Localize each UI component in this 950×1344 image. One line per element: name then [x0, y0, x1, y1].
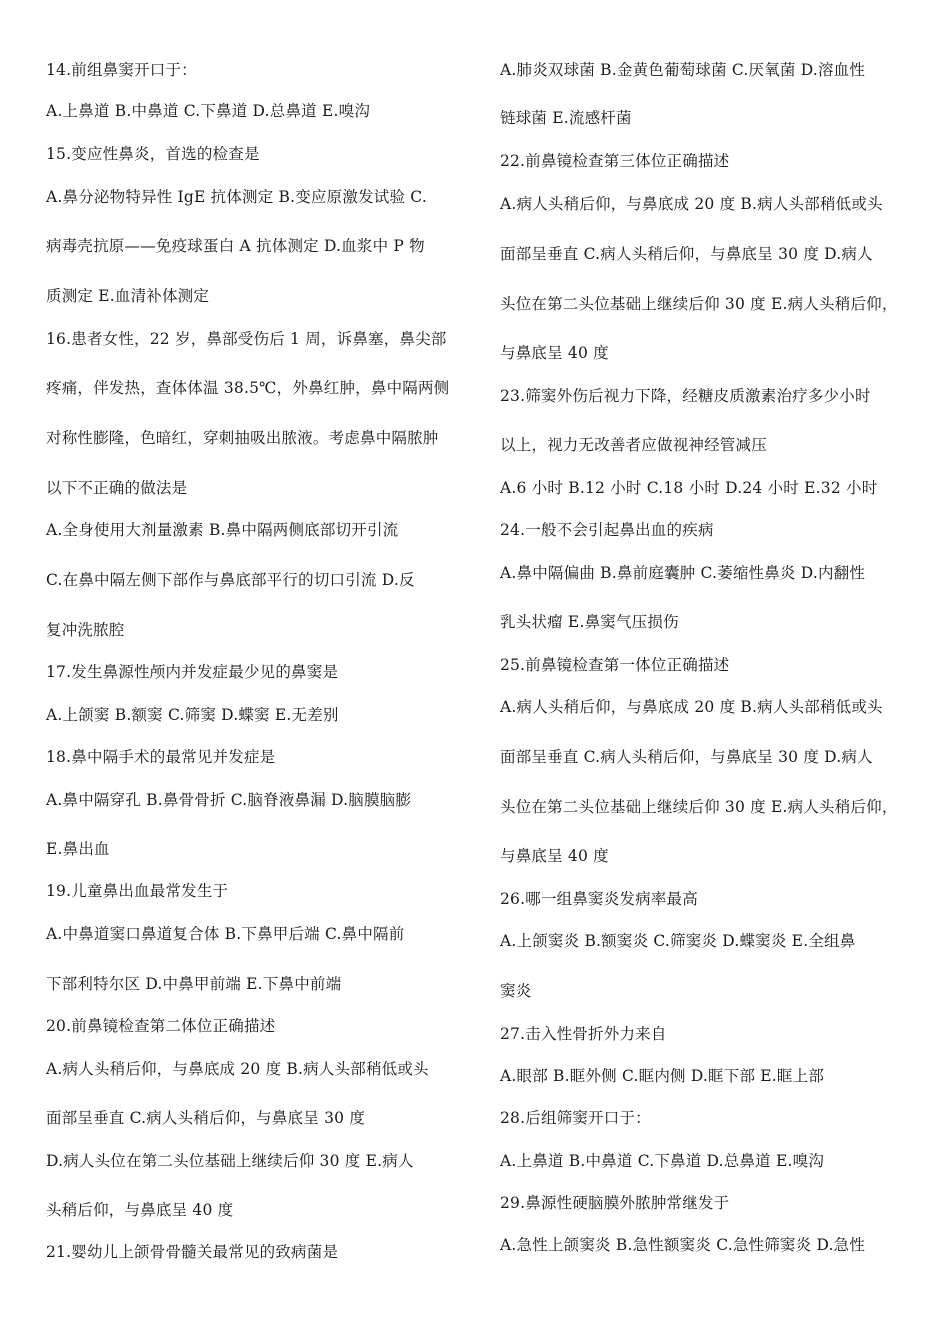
answer-options: 质测定 E.血清补体测定 — [46, 287, 210, 305]
answer-options: A.眼部 B.眶外侧 C.眶内侧 D.眶下部 E.眶上部 — [500, 1067, 825, 1085]
question-stem: 23.筛窦外伤后视力下降，经糖皮质激素治疗多少小时 — [500, 387, 871, 405]
question-stem: 以下不正确的做法是 — [46, 479, 188, 497]
answer-options: A.鼻中隔穿孔 B.鼻骨骨折 C.脑脊液鼻漏 D.脑膜脑膨 — [46, 791, 412, 809]
answer-options: 乳头状瘤 E.鼻窦气压损伤 — [500, 613, 679, 631]
answer-options: A.鼻分泌物特异性 IgE 抗体测定 B.变应原激发试验 C. — [46, 188, 427, 206]
answer-options: A.病人头稍后仰，与鼻底成 20 度 B.病人头部稍低或头 — [46, 1060, 429, 1078]
answer-options: 面部呈垂直 C.病人头稍后仰，与鼻底呈 30 度 D.病人 — [500, 748, 873, 766]
answer-options: 复冲洗脓腔 — [46, 621, 125, 639]
answer-options: C.在鼻中隔左侧下部作与鼻底部平行的切口引流 D.反 — [46, 571, 415, 589]
answer-options: A.肺炎双球菌 B.金黄色葡萄球菌 C.厌氧菌 D.溶血性 — [500, 61, 866, 79]
question-stem: 16.患者女性，22 岁，鼻部受伤后 1 周，诉鼻塞，鼻尖部 — [46, 330, 447, 348]
answer-options: 链球菌 E.流感杆菌 — [500, 109, 632, 127]
answer-options: A.6 小时 B.12 小时 C.18 小时 D.24 小时 E.32 小时 — [500, 479, 878, 497]
question-stem: 15.变应性鼻炎，首选的检查是 — [46, 145, 260, 163]
answer-options: 下部利特尔区 D.中鼻甲前端 E.下鼻中前端 — [46, 975, 342, 993]
answer-options: 头稍后仰，与鼻底呈 40 度 — [46, 1201, 234, 1219]
answer-options: A.急性上颌窦炎 B.急性额窦炎 C.急性筛窦炎 D.急性 — [500, 1236, 866, 1254]
question-stem: 疼痛，伴发热，查体体温 38.5℃，外鼻红肿，鼻中隔两侧 — [46, 379, 450, 397]
answer-options: A.全身使用大剂量激素 B.鼻中隔两侧底部切开引流 — [46, 521, 399, 539]
answer-options: 面部呈垂直 C.病人头稍后仰，与鼻底呈 30 度 D.病人 — [500, 245, 873, 263]
answer-options: 窦炎 — [500, 982, 532, 1000]
question-stem: 25.前鼻镜检查第一体位正确描述 — [500, 656, 730, 674]
answer-options: D.病人头位在第二头位基础上继续后仰 30 度 E.病人 — [46, 1152, 414, 1170]
answer-options: A.中鼻道窦口鼻道复合体 B.下鼻甲后端 C.鼻中隔前 — [46, 925, 405, 943]
question-stem: 29.鼻源性硬脑膜外脓肿常继发于 — [500, 1194, 730, 1212]
answer-options: A.上颌窦炎 B.额窦炎 C.筛窦炎 D.蝶窦炎 E.全组鼻 — [500, 932, 856, 950]
question-stem: 27.击入性骨折外力来自 — [500, 1025, 667, 1043]
question-stem: 19.儿童鼻出血最常发生于 — [46, 882, 229, 900]
question-stem: 20.前鼻镜检查第二体位正确描述 — [46, 1017, 276, 1035]
question-stem: 14.前组鼻窦开口于： — [46, 61, 197, 79]
answer-options: A.鼻中隔偏曲 B.鼻前庭囊肿 C.萎缩性鼻炎 D.内翻性 — [500, 564, 866, 582]
answer-options: A.上鼻道 B.中鼻道 C.下鼻道 D.总鼻道 E.嗅沟 — [500, 1152, 825, 1170]
question-stem: 22.前鼻镜检查第三体位正确描述 — [500, 152, 730, 170]
answer-options: 头位在第二头位基础上继续后仰 30 度 E.病人头稍后仰， — [500, 295, 898, 313]
question-stem: 17.发生鼻源性颅内并发症最少见的鼻窦是 — [46, 663, 339, 681]
answer-options: 面部呈垂直 C.病人头稍后仰，与鼻底呈 30 度 — [46, 1109, 366, 1127]
answer-options: 与鼻底呈 40 度 — [500, 847, 609, 865]
answer-options: E.鼻出血 — [46, 840, 110, 858]
question-stem: 28.后组筛窦开口于： — [500, 1109, 651, 1127]
answer-options: 病毒壳抗原——免疫球蛋白 A 抗体测定 D.血浆中 P 物 — [46, 237, 425, 255]
question-stem: 18.鼻中隔手术的最常见并发症是 — [46, 748, 276, 766]
question-stem: 以上，视力无改善者应做视神经管减压 — [500, 436, 767, 454]
question-stem: 对称性膨隆，色暗红，穿刺抽吸出脓液。考虑鼻中隔脓肿 — [46, 429, 439, 447]
answer-options: A.病人头稍后仰，与鼻底成 20 度 B.病人头部稍低或头 — [500, 698, 883, 716]
answer-options: A.上颌窦 B.额窦 C.筛窦 D.蝶窦 E.无差别 — [46, 706, 339, 724]
answer-options: A.病人头稍后仰，与鼻底成 20 度 B.病人头部稍低或头 — [500, 195, 883, 213]
question-stem: 24.一般不会引起鼻出血的疾病 — [500, 521, 714, 539]
answer-options: 头位在第二头位基础上继续后仰 30 度 E.病人头稍后仰， — [500, 798, 898, 816]
answer-options: A.上鼻道 B.中鼻道 C.下鼻道 D.总鼻道 E.嗅沟 — [46, 102, 371, 120]
question-stem: 21.婴幼儿上颌骨骨髓关最常见的致病菌是 — [46, 1243, 339, 1261]
answer-options: 与鼻底呈 40 度 — [500, 344, 609, 362]
question-stem: 26.哪一组鼻窦炎发病率最高 — [500, 890, 698, 908]
